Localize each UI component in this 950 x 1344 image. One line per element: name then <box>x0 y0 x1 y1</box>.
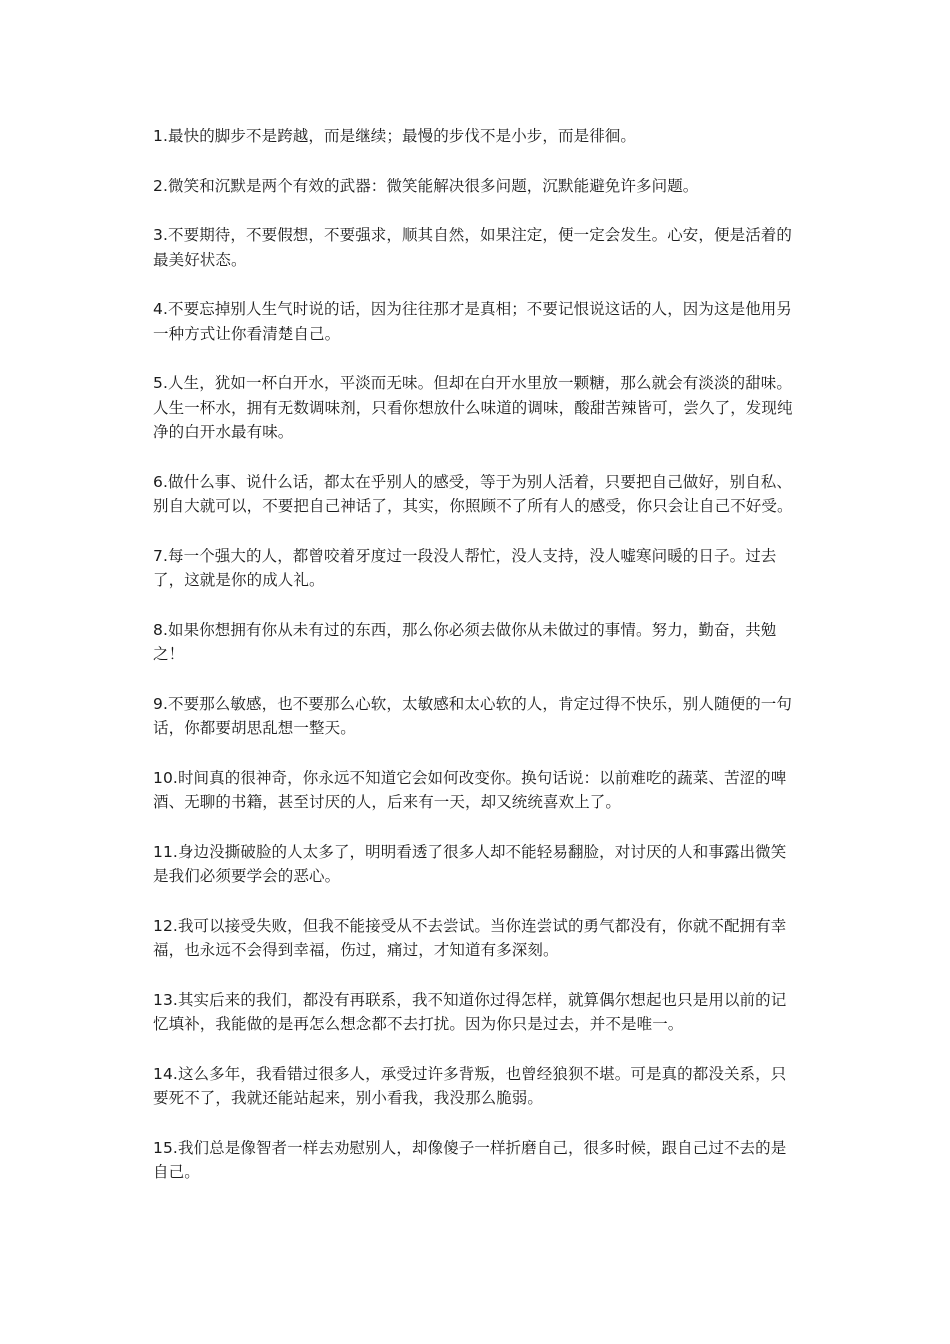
paragraph-12: 12.我可以接受失败，但我不能接受从不去尝试。当你连尝试的勇气都没有，你就不配拥有幸福，也永远不会得到幸福，伤过，痛过，才知道有多深刻。 <box>153 916 787 959</box>
paragraph-7: 7.每一个强大的人，都曾咬着牙度过一段没人帮忙，没人支持，没人嘘寒问暖的日子。过去了，这就是你的成人礼。 <box>153 546 777 589</box>
paragraph-9: 9.不要那么敏感，也不要那么心软，太敏感和太心软的人，肯定过得不快乐，别人随便的一句话，你都要胡思乱想一整天。 <box>153 694 792 737</box>
paragraph-14: 14.这么多年，我看错过很多人，承受过许多背叛，也曾经狼狈不堪。可是真的都没关系，只要死不了，我就还能站起来，别小看我，我没那么脆弱。 <box>153 1064 787 1107</box>
paragraph-10: 10.时间真的很神奇，你永远不知道它会如何改变你。换句话说：以前难吃的蔬菜、苦涩的啤酒、无聊的书籍，甚至讨厌的人，后来有一天，却又统统喜欢上了。 <box>153 768 787 811</box>
paragraph-5: 5.人生，犹如一杯白开水，平淡而无味。但却在白开水里放一颗糖，那么就会有淡淡的甜味。人生一杯水，拥有无数调味剂，只看你想放什么味道的调味，酸甜苦辣皆可，尝久了，发现纯净的白开水最有味。 <box>153 374 793 441</box>
paragraph-6: 6.做什么事、说什么话，都太在乎别人的感受，等于为别人活着，只要把自己做好，别自私、别自大就可以，不要把自己神话了，其实，你照顾不了所有人的感受，你只会让自己不好受。 <box>153 472 793 515</box>
document-page <box>153 124 793 1210</box>
paragraph-11: 11.身边没撕破脸的人太多了，明明看透了很多人却不能轻易翻脸，对讨厌的人和事露出微笑是我们必须要学会的恶心。 <box>153 842 787 885</box>
paragraph-15: 15.我们总是像智者一样去劝慰别人，却像傻子一样折磨自己，很多时候，跟自己过不去的是自己。 <box>153 1138 787 1181</box>
paragraph-1: 1.最快的脚步不是跨越，而是继续；最慢的步伐不是小步，而是徘徊。 <box>153 127 636 145</box>
paragraph-13: 13.其实后来的我们，都没有再联系，我不知道你过得怎样，就算偶尔想起也只是用以前的记忆填补，我能做的是再怎么想念都不去打扰。因为你只是过去，并不是唯一。 <box>153 990 787 1033</box>
paragraph-4: 4.不要忘掉别人生气时说的话，因为往往那才是真相；不要记恨说这话的人，因为这是他用另一种方式让你看清楚自己。 <box>153 300 792 343</box>
paragraph-3: 3.不要期待，不要假想，不要强求，顺其自然，如果注定，便一定会发生。心安，便是活着的最美好状态。 <box>153 226 792 269</box>
paragraph-2: 2.微笑和沉默是两个有效的武器：微笑能解决很多问题，沉默能避免许多问题。 <box>153 176 699 195</box>
paragraph-8: 8.如果你想拥有你从未有过的东西，那么你必须去做你从未做过的事情。努力，勤奋，共勉之！ <box>153 620 777 663</box>
